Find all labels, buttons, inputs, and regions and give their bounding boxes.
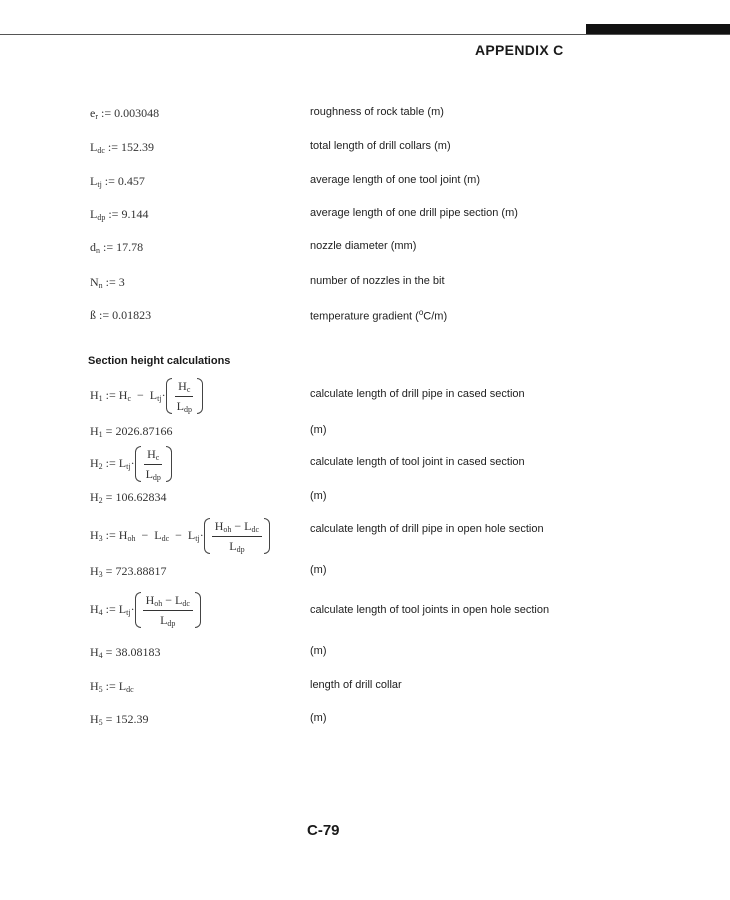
section-title: Section height calculations [88, 355, 231, 367]
h3-desc: calculate length of drill pipe in open hole section [310, 523, 544, 535]
h5-desc: length of drill collar [310, 679, 402, 691]
h1-unit: (m) [310, 424, 327, 436]
h2-unit: (m) [310, 490, 327, 502]
param-beta-desc: temperature gradient ($^o$C/m) [310, 308, 448, 323]
h2-desc: calculate length of tool joint in cased section [310, 456, 525, 468]
param-dn-desc: nozzle diameter (mm) [310, 240, 417, 252]
param-beta-equation: ß := 0.01823 [90, 308, 152, 322]
h4-unit: (m) [310, 645, 327, 657]
param-ldc-desc: total length of drill collars (m) [310, 140, 451, 152]
param-nn-desc: number of nozzles in the bit [310, 275, 445, 287]
header-rule [0, 34, 730, 35]
h5-unit: (m) [310, 712, 327, 724]
param-roughness-desc: roughness of rock table (m) [310, 106, 444, 118]
param-roughness-equation: $e_r$ := 0.003048 [90, 106, 160, 121]
h4-formula: $H_4$ := $L_{tj}\cdot$ $\frac{H_{oh} - L_{dc}}{L_{dp}}$ [90, 592, 201, 628]
h4-result: $H_4 = 38.08183$ [90, 645, 161, 660]
param-ldp-equation: $L_{dp}$ := 9.144 [90, 207, 149, 222]
h2-result: $H_2 = 106.62834$ [90, 490, 167, 505]
appendix-title: APPENDIX C [475, 42, 564, 58]
h3-formula: $H_3$ := $H_{oh} - L_{dc} - L_{tj}\cdot$ $\frac{H_{oh} - L_{dc}}{L_{dp}}$ [90, 518, 270, 554]
param-ldp-desc: average length of one drill pipe section (m) [310, 207, 518, 219]
h5-formula: $H_5$ := $L_{dc}$ [90, 679, 134, 694]
param-ltj-equation: $L_{tj}$ := 0.457 [90, 174, 145, 189]
param-nn-equation: $N_n$ := 3 [90, 275, 125, 290]
param-ldc-equation: $L_{dc}$ := 152.39 [90, 140, 155, 155]
page-number: C-79 [307, 822, 340, 839]
h1-result: $H_1 = 2026.87166$ [90, 424, 173, 439]
param-ltj-desc: average length of one tool joint (m) [310, 174, 480, 186]
h1-desc: calculate length of drill pipe in cased section [310, 388, 525, 400]
h5-result: $H_5 = 152.39$ [90, 712, 149, 727]
param-dn-equation: $d_n$ := 17.78 [90, 240, 144, 255]
h2-formula: $H_2$ := $L_{tj}\cdot$ $\frac{H_c}{L_{dp}}$ [90, 446, 172, 482]
h3-result: $H_3 = 723.88817$ [90, 564, 167, 579]
h4-desc: calculate length of tool joints in open hole section [310, 604, 550, 616]
h3-unit: (m) [310, 564, 327, 576]
h1-formula: $H_1$ := $H_c - L_{tj}\cdot$ $\frac{H_c}{L_{dp}}$ [90, 378, 203, 414]
